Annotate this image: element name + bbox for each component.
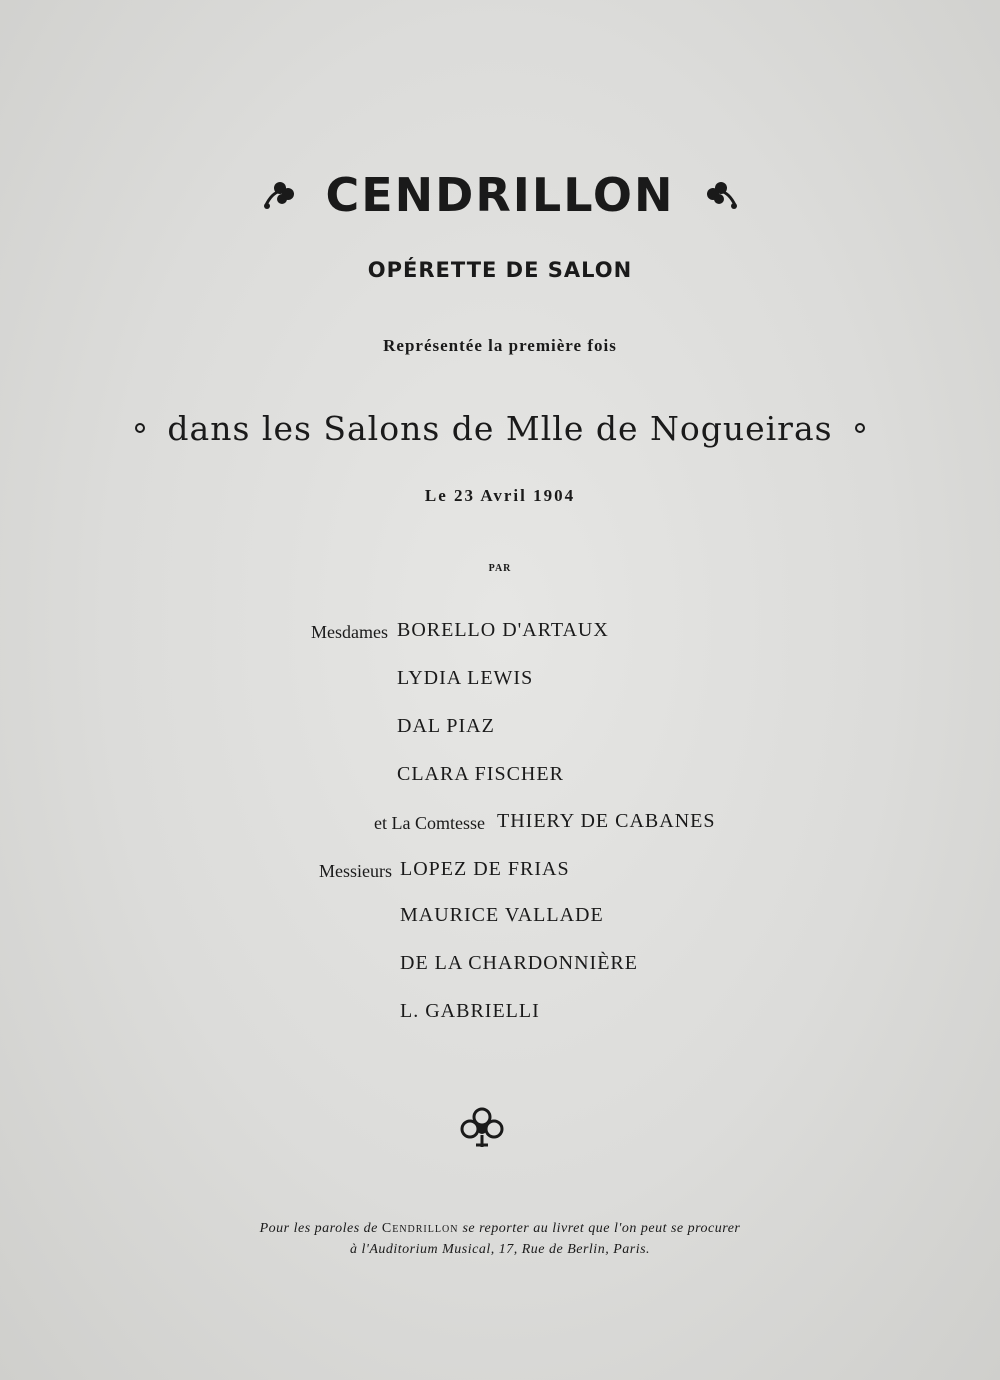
- cast-row: [0, 1000, 1000, 1030]
- dot-ornament-icon: [855, 423, 865, 433]
- cast-name: DE LA CHARDONNIÈRE: [400, 952, 638, 974]
- cast-name: LOPEZ DE FRIAS: [400, 858, 570, 880]
- cast-row: [0, 619, 1000, 649]
- cast-row: [0, 810, 1000, 840]
- title-row: [0, 160, 1000, 230]
- footnote-line-2: à l'Auditorium Musical, 17, Rue de Berlin, Paris.: [349, 1242, 651, 1257]
- cast-name: DAL PIAZ: [397, 715, 495, 737]
- page-title: CENDRILLON: [325, 168, 675, 222]
- cast-name: CLARA FISCHER: [397, 763, 564, 785]
- cast-row: [0, 858, 1000, 888]
- cast-row: [0, 904, 1000, 934]
- dot-ornament-icon: [135, 423, 145, 433]
- venue-row: [0, 398, 1000, 458]
- cast-name: L. GABRIELLI: [400, 1000, 540, 1022]
- cast-row: [0, 667, 1000, 697]
- cast-name: LYDIA LEWIS: [397, 667, 534, 689]
- date: Le 23 Avril 1904: [424, 486, 576, 505]
- footnote-text: se reporter au livret que l'on peut se procurer: [462, 1221, 741, 1236]
- cast-prefix: et La Comtesse: [374, 813, 485, 833]
- cast-name: THIERY DE CABANES: [497, 810, 716, 832]
- cast-prefix: Mesdames: [311, 622, 388, 642]
- trefoil-ornament-icon: [458, 1105, 506, 1151]
- cast-row: [0, 763, 1000, 793]
- footnote-line-1: [0, 1221, 1000, 1237]
- subtitle: OPÉRETTE DE SALON: [367, 258, 633, 282]
- footnote-title: Cendrillon: [381, 1221, 459, 1236]
- cast-row: [0, 715, 1000, 745]
- cast-row: [0, 952, 1000, 982]
- cast-prefix: Messieurs: [319, 861, 392, 881]
- venue: dans les Salons de Mlle de Nogueiras: [167, 408, 833, 448]
- leaf-ornament-icon: [258, 175, 298, 215]
- footnote-text: Pour les paroles de: [259, 1221, 378, 1236]
- leaf-ornament-icon: [703, 175, 743, 215]
- cast-name: MAURICE VALLADE: [400, 904, 604, 926]
- cast-name: BORELLO D'ARTAUX: [397, 619, 609, 641]
- par-label: PAR: [488, 563, 512, 574]
- premiere-line: Représentée la première fois: [383, 336, 617, 355]
